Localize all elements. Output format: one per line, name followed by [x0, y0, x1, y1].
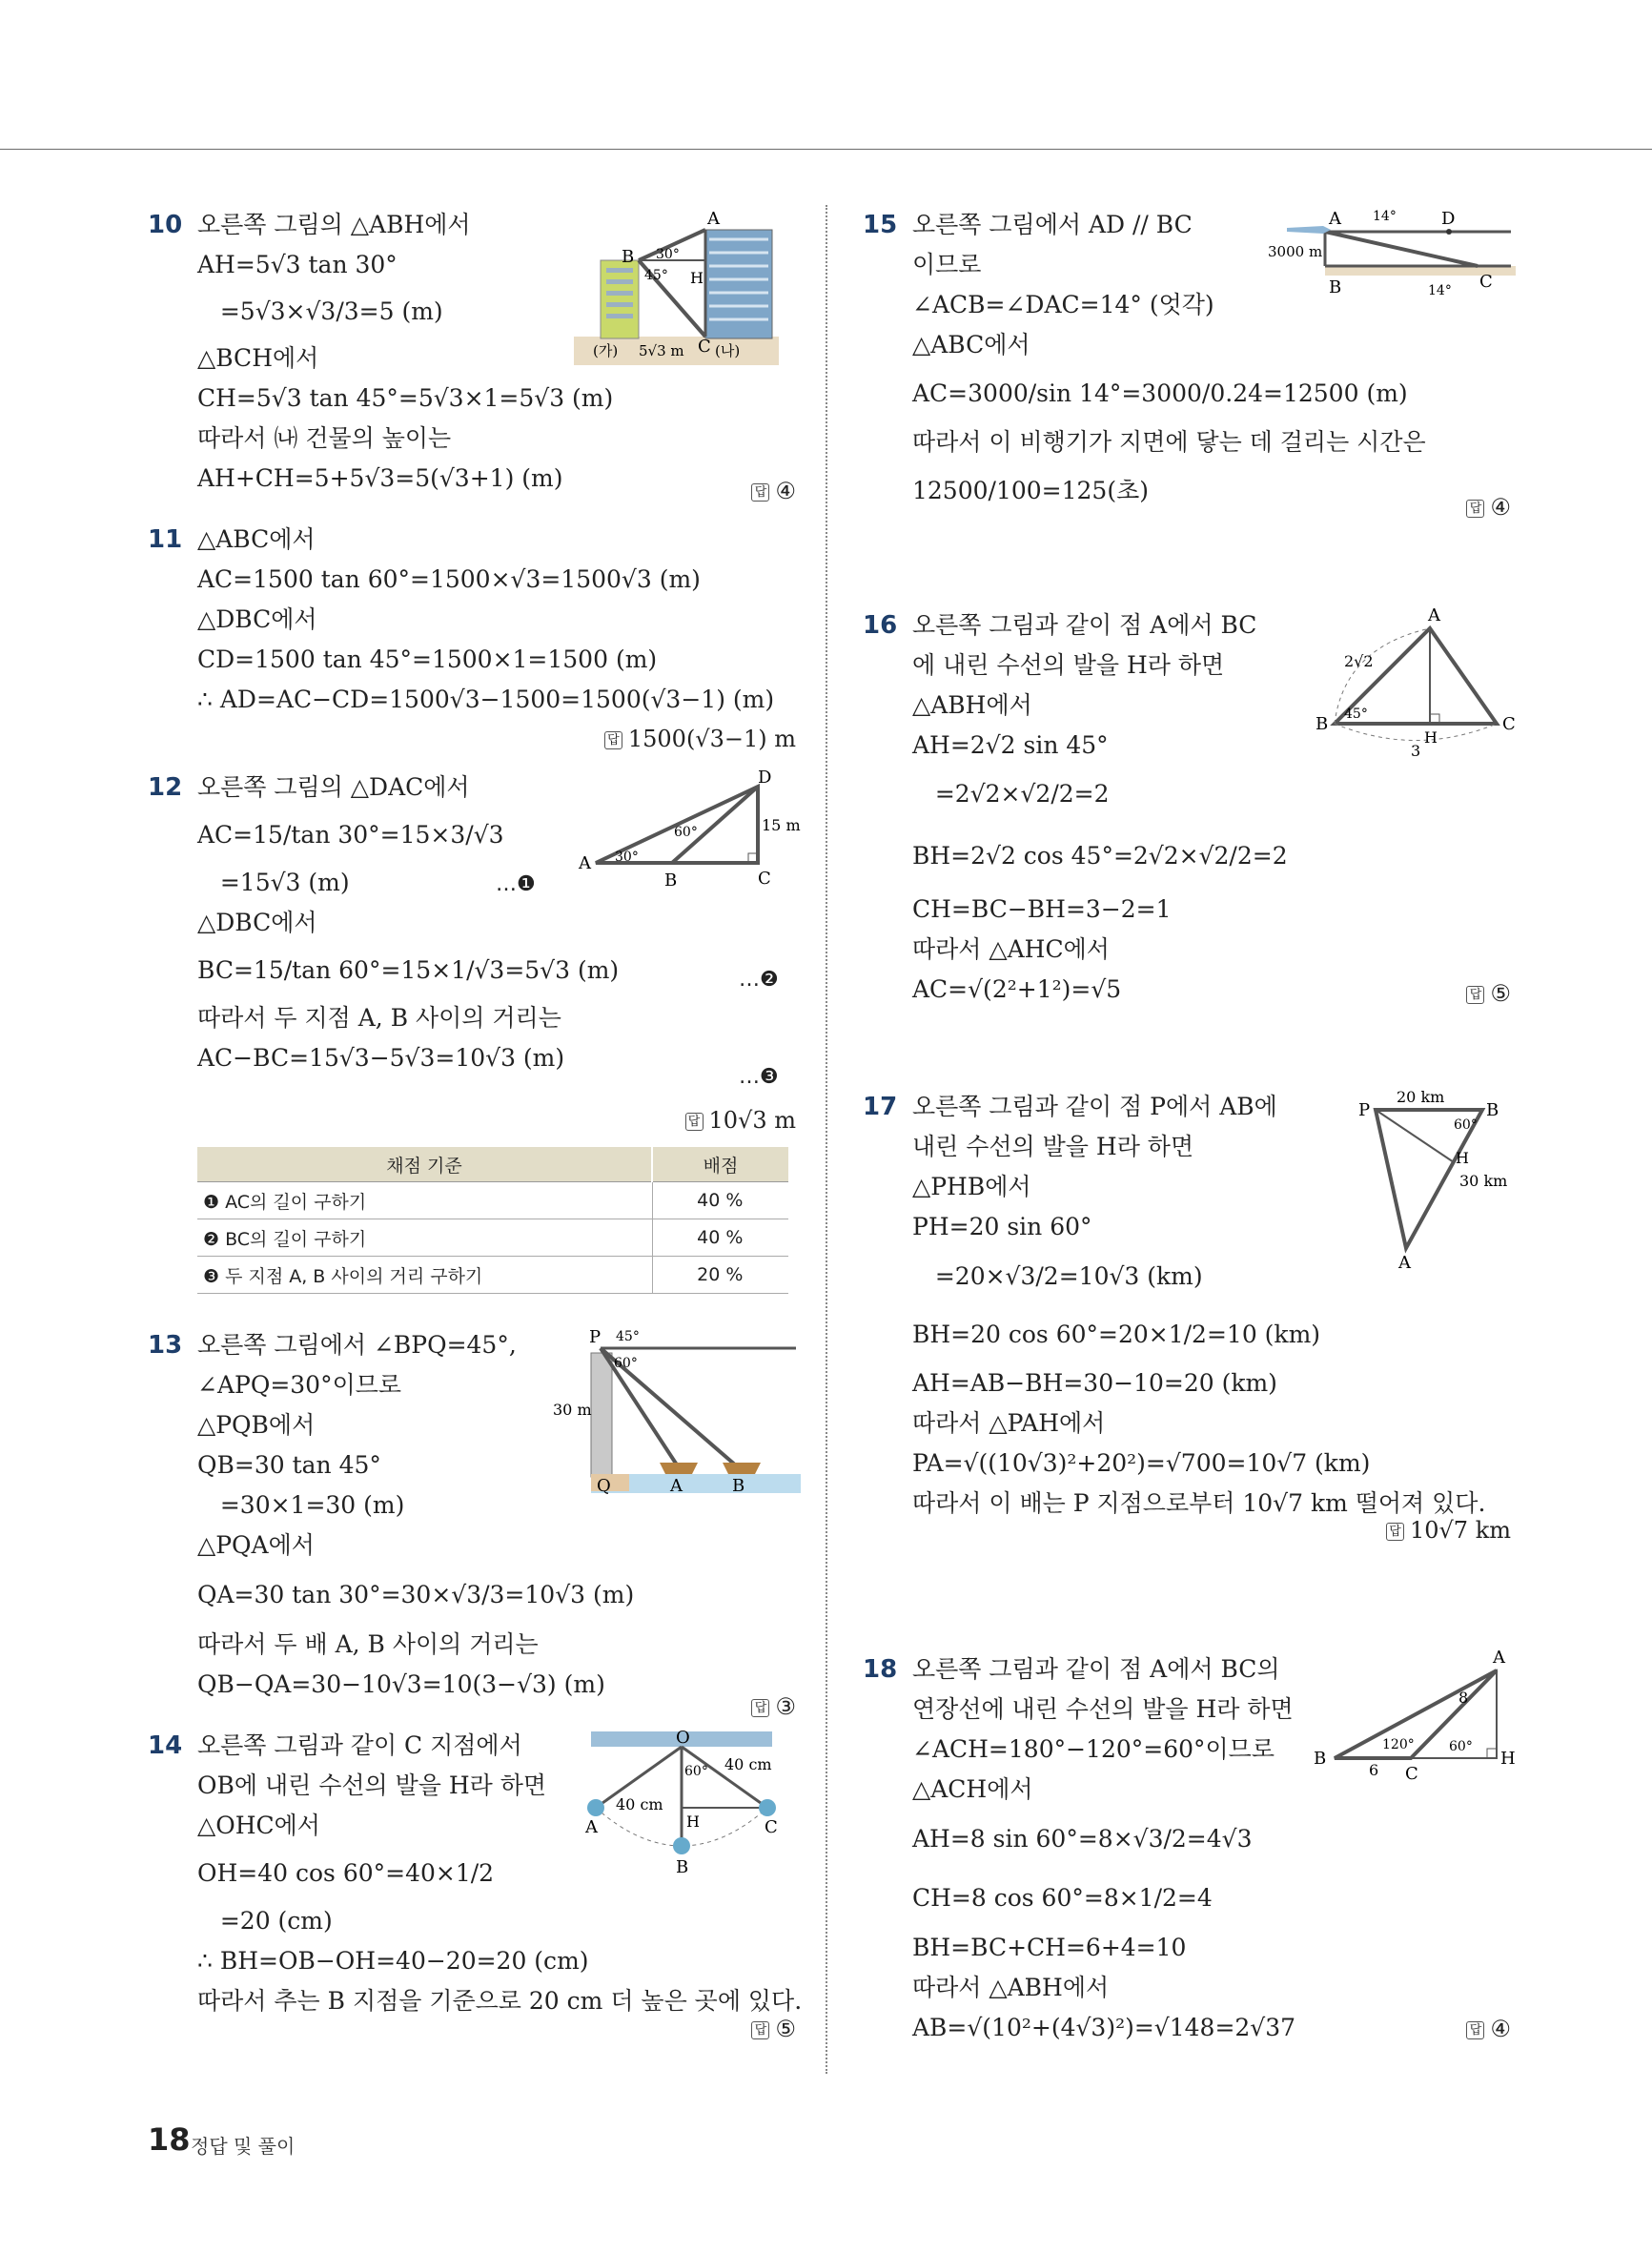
answer-value: ⑤ [1490, 980, 1511, 1007]
answer-mark: 답 [751, 2021, 769, 2039]
solution-line: 연장선에 내린 수선의 발을 H라 하면 [912, 1695, 1294, 1723]
solution-line: 따라서 두 지점 A, B 사이의 거리는 [197, 1004, 561, 1032]
fig-label: (가) [593, 342, 619, 359]
solution-line: QB−QA=30−10√3=10(3−√3) (m) [197, 1670, 605, 1698]
top-rule [0, 149, 1652, 150]
answer [604, 720, 796, 758]
left-column [148, 205, 803, 2050]
table-header: 채점 기준 [197, 1147, 652, 1182]
problem-18 [863, 1648, 1516, 2050]
fig-label: C [1405, 1764, 1418, 1784]
problem-number: 12 [148, 773, 183, 802]
answer-value: ③ [775, 1693, 796, 1720]
answer-value: ④ [775, 478, 796, 504]
solution-line: 내린 수선의 발을 H라 하면 [912, 1133, 1194, 1160]
solution-line: △PQA에서 [197, 1531, 315, 1559]
solution-line: BC=15/tan 60°=15×1/√3=5√3 (m) [197, 956, 620, 984]
solution-line: AC=1500 tan 60°=1500×√3=1500√3 (m) [197, 565, 701, 593]
fig-label: 120° [1382, 1737, 1415, 1752]
solution-line: AB=√(10²+(4√3)²)=√148=2√37 [912, 2014, 1296, 2041]
fig-label: A [579, 853, 591, 873]
solution-line: AH=5√3 tan 30° [197, 251, 398, 278]
solution-line: △ABC에서 [197, 525, 316, 553]
fig-label: 60° [684, 1764, 708, 1779]
solution-line: AH+CH=5+5√3=5(√3+1) (m) [197, 464, 563, 492]
solution-line: △PHB에서 [912, 1173, 1031, 1200]
answer [685, 1101, 797, 1139]
figure-buildings [572, 203, 782, 384]
page-number: 18 [148, 2121, 191, 2158]
solution-line: 에 내린 수선의 발을 H라 하면 [912, 651, 1225, 679]
fig-label: Q [597, 1476, 611, 1496]
answer [751, 1688, 796, 1726]
solution-line: =20 (cm) [197, 1907, 333, 1935]
fig-label: B [1314, 1749, 1327, 1769]
table-cell: 40 % [652, 1219, 788, 1257]
fig-label: H [686, 1813, 700, 1831]
fig-label: C [758, 869, 771, 889]
solution-line: ∠APQ=30°이므로 [197, 1371, 402, 1399]
problem-number: 11 [148, 525, 183, 554]
page-label: 정답 및 풀이 [191, 2135, 296, 2158]
answer-mark: 답 [1386, 1523, 1404, 1541]
solution-line: AC=15/tan 30°=15×3/√3 [197, 821, 504, 849]
fig-label: 20 km [1397, 1088, 1445, 1106]
figure-lighthouse [553, 1320, 801, 1510]
problem-number: 15 [863, 211, 898, 239]
solution-line: PA=√((10√3)²+20²)=√700=10√7 (km) [912, 1449, 1371, 1477]
solution-line: 따라서 이 비행기가 지면에 닿는 데 걸리는 시간은 [912, 428, 1426, 456]
problem-16 [863, 605, 1516, 1087]
answer-value: ⑤ [775, 2016, 796, 2042]
problem-15 [863, 205, 1511, 605]
fig-label: H [690, 269, 704, 287]
solution-line: △DBC에서 [197, 605, 317, 633]
problem-14 [148, 1726, 803, 2050]
solution-line: 오른쪽 그림과 같이 점 A에서 BC의 [912, 1655, 1280, 1683]
solution-line: 오른쪽 그림과 같이 C 지점에서 [197, 1731, 522, 1759]
answer-mark: 답 [1466, 2021, 1484, 2039]
problem-number: 17 [863, 1093, 898, 1121]
fig-label: B [732, 1476, 745, 1496]
fig-label: C [1502, 714, 1516, 734]
problem-number: 16 [863, 611, 898, 640]
fig-label: P [589, 1327, 602, 1347]
solution-line: AC=3000/sin 14°=3000/0.24=12500 (m) [912, 379, 1408, 407]
solution-line: 이므로 [912, 251, 982, 278]
fig-label: A [1428, 605, 1440, 625]
solution-line: 따라서 추는 B 지점을 기준으로 20 cm 더 높은 곳에 있다. [197, 1987, 803, 2015]
table-header: 배점 [652, 1147, 788, 1182]
solution-line: 따라서 △PAH에서 [912, 1409, 1106, 1437]
solution-line: AH=8 sin 60°=8×√3/2=4√3 [912, 1825, 1253, 1853]
solution-line: △OHC에서 [197, 1812, 320, 1839]
answer [1466, 488, 1511, 526]
answer-value: 10√7 km [1409, 1517, 1511, 1544]
solution-line: =2√2×√2/2=2 [912, 780, 1110, 808]
figure-obtuse-triangle [1306, 1644, 1516, 1796]
fig-label: B [1315, 714, 1329, 734]
fig-label: 45° [644, 268, 668, 283]
problem-13 [148, 1325, 796, 1726]
solution-line: =30×1=30 (m) [197, 1491, 405, 1519]
solution-line: △BCH에서 [197, 344, 319, 372]
solution-line: =20×√3/2=10√3 (km) [912, 1262, 1203, 1290]
problem-12 [148, 768, 801, 1325]
solution-line: △ABC에서 [912, 331, 1030, 358]
solution-line: 따라서 이 배는 P 지점으로부터 10√7 km 떨어져 있다. [912, 1489, 1486, 1517]
solution-line: △DBC에서 [197, 909, 317, 936]
fig-label: B [1329, 277, 1342, 297]
problem-17 [863, 1087, 1511, 1649]
fig-label: 45° [1344, 707, 1368, 722]
step-marker: …❷ [739, 968, 779, 992]
answer [1466, 2010, 1511, 2048]
fig-label: H [1456, 1149, 1469, 1167]
answer-value: 1500(√3−1) m [627, 726, 796, 752]
solution-line: OH=40 cos 60°=40×1/2 [197, 1859, 495, 1887]
solution-line: 오른쪽 그림에서 ∠BPQ=45°, [197, 1331, 517, 1359]
solution-line: AH=AB−BH=30−10=20 (km) [912, 1369, 1277, 1397]
table-row [197, 1182, 788, 1219]
figure-airplane [1268, 199, 1516, 304]
fig-label: C [765, 1817, 778, 1837]
fig-label: 30 km [1459, 1172, 1508, 1190]
solution-line: CH=BC−BH=3−2=1 [912, 895, 1172, 923]
figure-pendulum [581, 1722, 791, 1877]
solution-line: BH=2√2 cos 45°=2√2×√2/2=2 [912, 842, 1288, 870]
fig-label: H [1500, 1749, 1516, 1769]
column-divider [826, 205, 827, 2074]
answer-value: ④ [1490, 2016, 1511, 2042]
solution-line: 오른쪽 그림과 같이 점 A에서 BC [912, 611, 1257, 639]
solution-line: 따라서 △AHC에서 [912, 935, 1110, 963]
answer [751, 472, 796, 510]
fig-label: 60° [614, 1356, 638, 1371]
fig-label: 30° [656, 247, 680, 262]
solution-line: CH=5√3 tan 45°=5√3×1=5√3 (m) [197, 384, 614, 412]
problem-11 [148, 520, 796, 768]
solution-line: ∠ACH=180°−120°=60°이므로 [912, 1735, 1275, 1763]
fig-label: P [1358, 1100, 1371, 1120]
answer-mark: 답 [751, 1699, 769, 1717]
table-cell: ❶ AC의 길이 구하기 [197, 1182, 652, 1219]
fig-label: 30 m [553, 1401, 592, 1419]
fig-label: 3 [1411, 742, 1421, 760]
fig-label: 3000 m [1268, 243, 1323, 260]
solution-line: 12500/100=125(초) [912, 477, 1149, 504]
answer-mark: 답 [1466, 500, 1484, 518]
answer-mark: 답 [1466, 986, 1484, 1004]
problem-number: 13 [148, 1331, 183, 1360]
solution-line: 따라서 △ABH에서 [912, 1974, 1110, 2001]
answer-mark: 답 [751, 483, 769, 502]
problem-number: 10 [148, 211, 183, 239]
fig-label: A [585, 1817, 598, 1837]
fig-label: C [1479, 272, 1493, 292]
solution-line: ∴ BH=OB−OH=40−20=20 (cm) [197, 1947, 589, 1975]
solution-line: 오른쪽 그림의 △DAC에서 [197, 773, 470, 801]
fig-label: A [1398, 1253, 1411, 1273]
fig-label: D [758, 768, 772, 788]
solution-line: 오른쪽 그림에서 AD // BC [912, 211, 1193, 238]
fig-label: 8 [1458, 1689, 1469, 1707]
problem-number: 14 [148, 1731, 183, 1760]
solution-line: =15√3 (m) [197, 869, 350, 896]
solution-line: =5√3×√3/3=5 (m) [197, 297, 443, 325]
fig-label: A [670, 1476, 683, 1496]
fig-label: 2√2 [1344, 652, 1374, 670]
fig-label: 60° [1454, 1117, 1478, 1133]
answer-value: ④ [1490, 494, 1511, 521]
answer-mark: 답 [604, 731, 622, 749]
solution-line: QB=30 tan 45° [197, 1451, 381, 1479]
fig-label: 30° [615, 850, 639, 865]
solution-line: △PQB에서 [197, 1411, 316, 1439]
solution-line: PH=20 sin 60° [912, 1213, 1092, 1240]
table-cell: 40 % [652, 1182, 788, 1219]
fig-label: A [707, 209, 720, 229]
right-column [863, 205, 1516, 2050]
answer-mark: 답 [685, 1113, 704, 1131]
fig-label: 5√3 m [639, 342, 684, 359]
solution-line: 오른쪽 그림의 △ABH에서 [197, 211, 471, 238]
table-row [197, 1219, 788, 1257]
step-marker: …❶ [496, 872, 536, 896]
solution-line: BH=20 cos 60°=20×1/2=10 (km) [912, 1321, 1321, 1348]
solution-line: QA=30 tan 30°=30×√3/3=10√3 (m) [197, 1581, 635, 1608]
fig-label: A [1329, 209, 1341, 229]
table-row [197, 1257, 788, 1294]
answer [751, 2010, 796, 2048]
fig-label: 14° [1373, 209, 1397, 224]
fig-label: 15 m [762, 816, 801, 834]
figure-triangle-abc [1306, 600, 1516, 762]
table-cell: ❸ 두 지점 A, B 사이의 거리 구하기 [197, 1257, 652, 1294]
answer [1466, 974, 1511, 1013]
fig-label: 60° [1449, 1739, 1473, 1754]
solution-line: △ACH에서 [912, 1775, 1033, 1803]
figure-ship [1349, 1081, 1520, 1272]
solution-line: △ABH에서 [912, 691, 1032, 719]
fig-label: C [698, 337, 711, 357]
solution-line: 오른쪽 그림과 같이 점 P에서 AB에 [912, 1093, 1277, 1120]
problem-10 [148, 205, 796, 520]
solution-line: AH=2√2 sin 45° [912, 731, 1109, 759]
step-marker: …❸ [739, 1065, 779, 1089]
solution-line: OB에 내린 수선의 발을 H라 하면 [197, 1772, 547, 1799]
solution-line: 따라서 ㈏ 건물의 높이는 [197, 424, 452, 452]
solution-line: AC=√(2²+1²)=√5 [912, 975, 1122, 1003]
fig-label: B [1486, 1100, 1499, 1120]
solution-line: 따라서 두 배 A, B 사이의 거리는 [197, 1630, 539, 1658]
fig-label: 40 cm [616, 1795, 663, 1813]
answer-value: 10√3 m [708, 1107, 796, 1134]
fig-label: H [1424, 728, 1438, 747]
fig-label: (나) [715, 342, 741, 359]
fig-label: B [664, 870, 678, 891]
table-cell: 20 % [652, 1257, 788, 1294]
fig-label: 14° [1428, 283, 1452, 298]
grading-table [197, 1147, 788, 1294]
solution-line: AC−BC=15√3−5√3=10√3 (m) [197, 1044, 565, 1072]
problem-number: 18 [863, 1655, 898, 1684]
solution-line: ∴ AD=AC−CD=1500√3−1500=1500(√3−1) (m) [197, 686, 775, 713]
fig-label: O [676, 1728, 690, 1748]
fig-label: 60° [674, 825, 698, 840]
fig-label: B [676, 1857, 689, 1877]
fig-label: 40 cm [724, 1755, 772, 1773]
answer [1386, 1511, 1511, 1549]
solution-text [197, 520, 796, 720]
table-cell: ❷ BC의 길이 구하기 [197, 1219, 652, 1257]
fig-label: A [1493, 1648, 1505, 1668]
fig-label: 6 [1369, 1761, 1379, 1779]
fig-label: D [1441, 209, 1456, 229]
figure-triangle-dac [567, 768, 801, 901]
solution-line: BH=BC+CH=6+4=10 [912, 1934, 1187, 1961]
solution-line: CD=1500 tan 45°=1500×1=1500 (m) [197, 645, 658, 673]
solution-line: CH=8 cos 60°=8×1/2=4 [912, 1884, 1213, 1912]
fig-label: 45° [616, 1329, 640, 1344]
fig-label: B [622, 247, 635, 267]
solution-line: ∠ACB=∠DAC=14° (엇각) [912, 291, 1214, 318]
